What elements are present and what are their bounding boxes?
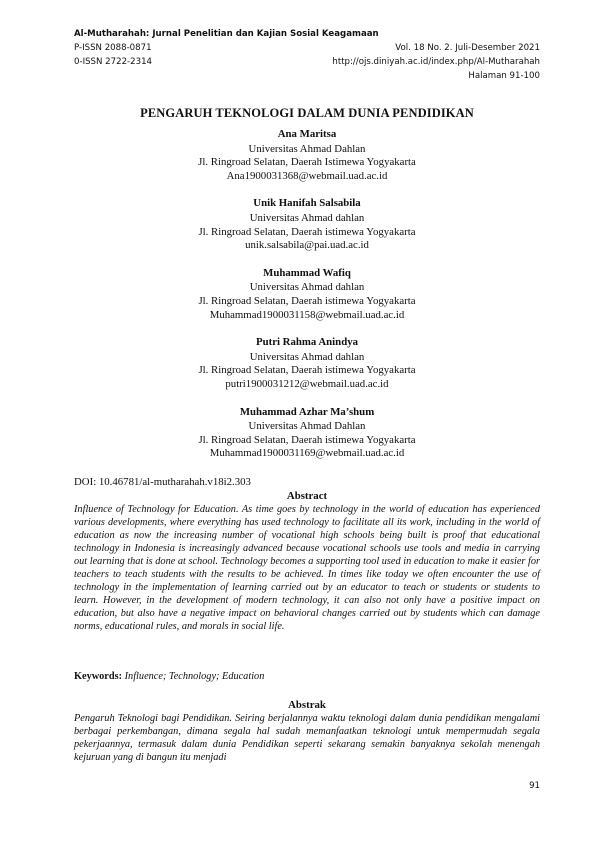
journal-name: Al-Mutharahah: Jurnal Penelitian dan Kajian Sosial Keagamaan bbox=[74, 29, 379, 39]
author-name: Ana Maritsa bbox=[277, 128, 337, 140]
author-affiliation: Universitas Ahmad Dahlan bbox=[248, 142, 366, 155]
keywords-label: Keywords: bbox=[74, 671, 123, 682]
author-block bbox=[74, 406, 540, 461]
author-list bbox=[74, 128, 540, 475]
keywords bbox=[74, 670, 540, 683]
header-row-1 bbox=[74, 41, 540, 55]
author-name: Muhammad Azhar Ma’shum bbox=[239, 405, 375, 418]
author-email[interactable]: Ana1900031368@webmail.uad.ac.id bbox=[226, 169, 388, 182]
page-range: Halaman 91-100 bbox=[468, 71, 540, 81]
p-issn: P-ISSN 2088-0871 bbox=[74, 43, 152, 53]
keywords-text: Influence; Technology; Education bbox=[122, 671, 265, 682]
author-affiliation: Universitas Ahmad dahlan bbox=[249, 281, 365, 294]
author-address: Jl. Ringroad Selatan, Daerah istimewa Yogyakarta bbox=[198, 225, 416, 238]
author-affiliation: Universitas Ahmad Dahlan bbox=[248, 420, 366, 433]
header-row-2 bbox=[74, 55, 540, 69]
abstract-heading: Abstract bbox=[286, 490, 328, 502]
author-address: Jl. Ringroad Selatan, Daerah istimewa Yogyakarta bbox=[198, 364, 416, 377]
author-block bbox=[74, 267, 540, 322]
author-block bbox=[74, 197, 540, 252]
author-address: Jl. Ringroad Selatan, Daerah istimewa Yogyakarta bbox=[198, 433, 416, 446]
author-address: Jl. Ringroad Selatan, Daerah Istimewa Yogyakarta bbox=[198, 156, 416, 169]
volume-info: Vol. 18 No. 2. Juli-Desember 2021 bbox=[395, 43, 540, 53]
abstrak-text: Pengaruh Teknologi bagi Pendidikan. Seiring berjalannya waktu teknologi dalam dunia pendidikan mengalami berbagai perkembangan, dimana segala hal sudah memanfaatkan teknologi untuk mempermudah segala pekerjaannya, termasuk dalam dunia Pendidikan seperti sekarang semakin banyaknya sekolah menengah kejuruan yang di bangun itu menjadi bbox=[74, 713, 540, 764]
doi[interactable]: DOI: 10.46781/al-mutharahah.v18i2.303 bbox=[74, 476, 251, 488]
author-affiliation: Universitas Ahmad dahlan bbox=[249, 211, 365, 224]
author-email[interactable]: unik.salsabila@pai.uad.ac.id bbox=[245, 239, 369, 252]
author-name: Muhammad Wafiq bbox=[263, 266, 351, 279]
author-email[interactable]: putri1900031212@webmail.uad.ac.id bbox=[225, 377, 389, 390]
paper-title: PENGARUH TEKNOLOGI DALAM DUNIA PENDIDIKAN bbox=[140, 106, 474, 120]
author-name: Unik Hanifah Salsabila bbox=[253, 197, 361, 210]
author-email[interactable]: Muhammad1900031169@webmail.uad.ac.id bbox=[209, 447, 405, 460]
author-email[interactable]: Muhammad1900031158@webmail.uad.ac.id bbox=[209, 308, 405, 321]
abstract-text: Influence of Technology for Education. As time goes by technology in the world of education has experienced various developments, where everything has used technology to facilitate all its work, including in the world of education as now the increasing number of vocational high schools being built is proof that educational technology in Indonesia is increasingly advanced because vocational schools use tools and media in carrying out learning that is done at school. Technology becomes a supporting tool used in education to make it easier for teachers to teach students with the results to be achieved. In times like today we often encounter the use of technology in the implementation of learning carried out by an educator to teach or students or students to learn. However, in the development of modern technology, it can also not only have a positive impact on education, but also have a negative impact on behavioral changes carried out by students which can damage norms, educational rules, and morals in social life. bbox=[74, 504, 540, 633]
o-issn: 0-ISSN 2722-2314 bbox=[74, 57, 153, 67]
abstrak-heading: Abstrak bbox=[288, 699, 326, 711]
author-block bbox=[74, 336, 540, 391]
author-block bbox=[74, 128, 540, 183]
page-number: 91 bbox=[529, 781, 540, 791]
author-address: Jl. Ringroad Selatan, Daerah istimewa Yogyakarta bbox=[198, 294, 416, 307]
author-affiliation: Universitas Ahmad dahlan bbox=[249, 350, 365, 363]
journal-url[interactable]: http://ojs.diniyah.ac.id/index.php/Al-Mutharahah bbox=[332, 57, 540, 67]
author-name: Putri Rahma Anindya bbox=[256, 336, 358, 349]
